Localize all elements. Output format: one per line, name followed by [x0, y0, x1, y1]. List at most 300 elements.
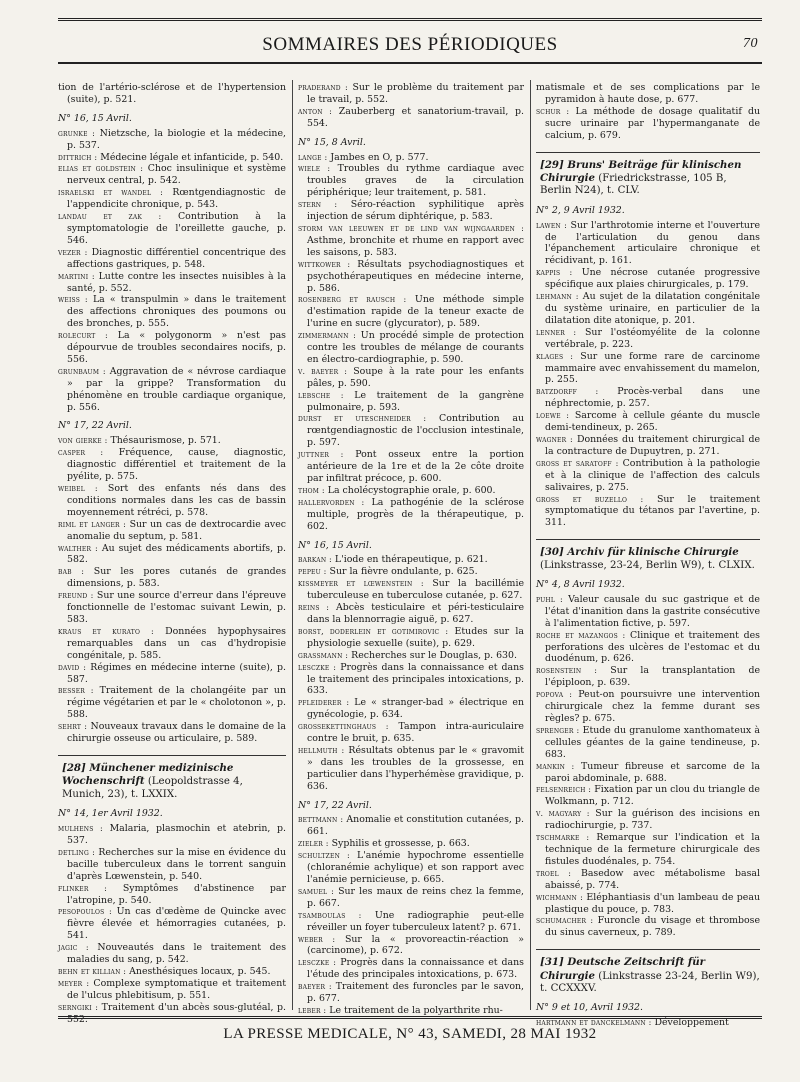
article-entry	[536, 808, 760, 832]
entry-text: Tampon intra-auriculaire contre le bruit, p. 635.	[307, 721, 524, 745]
entry-text: Sur le traitement symptomatique du tétanos par l'avertine, p. 311.	[545, 493, 760, 529]
entry-author: v. magyary :	[536, 809, 590, 819]
entry-author: schur :	[536, 106, 570, 116]
entry-text: Furoncle du visage et thrombose du sinus caverneux, p. 789.	[545, 915, 760, 939]
article-entry	[58, 906, 286, 942]
section-divider	[58, 755, 286, 756]
entry-text: Séro-réaction syphilitique après injection de sérum diphtérique, p. 583.	[307, 199, 524, 223]
entry-text: La méthode de dosage qualitatif du sucre urinaire par l'hypermanganate de calcium, p. 679.	[545, 105, 760, 141]
entry-text: Pont osseux entre la portion antérieure de la 1re et de la 2e côte droite par infiltrat précoce, p. 600.	[307, 449, 525, 484]
article-entry	[58, 662, 286, 686]
entry-author: batzdorff :	[536, 387, 599, 397]
entry-author: mankin :	[536, 761, 575, 771]
article-entry	[298, 82, 524, 106]
entry-text: Sur la fièvre ondulante, p. 625.	[329, 566, 478, 578]
article-entry	[298, 721, 524, 745]
entry-text: Procès-verbal dans une néphrectomie, p. 257.	[545, 386, 760, 410]
article-entry	[536, 434, 760, 458]
entry-author: zimmermann :	[298, 331, 357, 341]
article-entry	[298, 366, 524, 390]
entry-text: Sur l'arthrotomie interne et l'ouverture de l'articulation du genou dans l'épanchement articulaire chronique et récidivant, p. 161.	[545, 219, 761, 267]
entry-author: zieler :	[298, 839, 329, 849]
entry-author: besser :	[58, 686, 94, 696]
article-entry	[58, 566, 286, 590]
entry-author: israelski et wandel :	[58, 188, 164, 198]
entry-author: gross et buzello :	[536, 494, 644, 504]
entry-text: Anomalie et constitution cutanées, p. 661.	[307, 814, 524, 838]
entry-author: gross et saratoff :	[536, 458, 619, 468]
article-entry	[536, 761, 760, 785]
entry-text: La cholécystographie orale, p. 600.	[327, 484, 496, 496]
entry-text: Nouveaux travaux dans le domaine de la chirurgie osseuse ou articulaire, p. 589.	[67, 721, 287, 745]
entry-author: kissmeyer et lœwenstein :	[298, 579, 424, 589]
article-entry	[58, 366, 286, 414]
journal-title: [29] Bruns' Beiträge für klinischen Chirurgie	[540, 158, 742, 184]
article-entry	[298, 981, 524, 1005]
article-entry	[298, 413, 524, 449]
article-entry	[536, 351, 760, 387]
entry-text: Sur la guérison des incisions en radiochirurgie, p. 737.	[545, 808, 761, 832]
entry-author: loewe :	[536, 411, 570, 421]
entry-text: Anesthésiques locaux, p. 545.	[129, 965, 271, 977]
entry-author: kraus et kurato :	[58, 626, 154, 636]
entry-author: reins :	[298, 603, 330, 613]
entry-text: Résultats obtenus par le « gravomit » dans les troubles de la grossesse, en particulier dans l'hyperhémèse gravidique, p. 636.	[307, 744, 524, 792]
article-entry	[58, 128, 286, 152]
entry-text: Fixation par un clou du triangle de Wolkmann, p. 712.	[545, 784, 760, 808]
article-entry	[298, 626, 524, 650]
entry-author: weibel :	[58, 484, 98, 493]
article-entry	[58, 271, 286, 295]
entry-author: freund :	[58, 591, 94, 601]
page-title: SOMMAIRES DES PÉRIODIQUES	[262, 34, 558, 55]
entry-text: Thésaurismose, p. 571.	[110, 435, 221, 447]
entry-text: Clinique et traitement des perforations des ulcères de l'estomac et du duodénum, p. 626.	[545, 629, 760, 665]
entry-text: Tumeur fibreuse et sarcome de la paroi abdominale, p. 688.	[545, 760, 761, 784]
article-entry	[298, 957, 524, 981]
entry-author: landau et zak :	[58, 212, 162, 222]
entry-author: leber :	[298, 1005, 327, 1015]
article-entry	[298, 602, 524, 626]
entry-author: weber :	[298, 934, 336, 944]
section-divider	[536, 539, 760, 540]
entry-text: Traitement d'un abcès sous-glutéal, p. 552.	[67, 1001, 286, 1025]
article-entry	[298, 259, 524, 295]
top-rule	[58, 18, 762, 21]
article-entry	[298, 106, 524, 130]
entry-author: rolecurt :	[58, 331, 108, 341]
article-entry	[298, 578, 524, 602]
entry-author: mulhens :	[58, 824, 103, 834]
entry-text: Syphilis et grossesse, p. 663.	[331, 838, 470, 850]
entry-author: rosenstein :	[536, 666, 598, 676]
entry-author: lebsche :	[298, 390, 344, 400]
column-3	[536, 82, 760, 1029]
entry-author: lenner :	[536, 327, 577, 337]
article-entry	[58, 626, 286, 662]
page-number: 70	[743, 36, 758, 51]
entry-text: Sur un cas de dextrocardie avec anomalie du septum, p. 581.	[67, 518, 287, 542]
entry-author: meyer :	[58, 978, 90, 988]
entry-text: Complexe symptomatique et traitement de l'ulcus phlebitisum, p. 551.	[67, 977, 287, 1001]
entry-text: Le « stranger-bad » électrique en gynécologie, p. 634.	[307, 697, 524, 721]
entry-text: Le traitement de la gangrène pulmonaire, p. 593.	[307, 389, 524, 413]
entry-text: Au sujet de la dilatation congénitale du système urinaire, en particulier de la dilatation dite atonique, p. 201.	[545, 291, 760, 326]
article-entry	[298, 390, 524, 414]
article-entry	[536, 915, 760, 939]
entry-text: Recherches sur la mise en évidence du bacille tuberculeux dans le torrent sanguin d'après Lœwenstein, p. 540.	[67, 846, 286, 882]
entry-text: Diagnostic différentiel concentrique des affections gastriques, p. 548.	[67, 246, 286, 270]
header-rule	[58, 62, 762, 64]
section-divider	[536, 152, 760, 153]
entry-text: Symptômes d'abstinence par l'atropine, p. 540.	[67, 882, 287, 906]
article-entry	[58, 294, 286, 330]
entry-text: Peut-on poursuivre une intervention chirurgicale chez la femme durant ses règles? p. 675.	[545, 689, 761, 724]
entry-author: von gierke :	[58, 436, 108, 446]
article-entry	[536, 220, 760, 268]
article-entry	[298, 745, 524, 793]
entry-author: david :	[58, 662, 87, 672]
entry-author: wichmann :	[536, 892, 583, 902]
entry-author: wittkower :	[298, 259, 351, 269]
entry-author: serngiki :	[58, 1002, 99, 1012]
entry-text: Contribution au rœntgendiagnostic de l'occlusion intestinale, p. 597.	[307, 413, 524, 449]
article-entry	[298, 485, 524, 497]
entry-text: L'iode en thérapeutique, p. 621.	[334, 554, 488, 566]
entry-author: lesczke :	[298, 662, 337, 672]
article-entry	[536, 327, 760, 351]
article-entry	[298, 650, 524, 662]
entry-text: Troubles du rythme cardiaque avec troubles graves de la circulation périphérique; leur traitement, p. 581.	[307, 163, 524, 199]
article-entry	[58, 483, 286, 519]
article-entry	[536, 725, 760, 761]
entry-author: schultzen :	[298, 851, 350, 861]
article-entry	[298, 330, 524, 366]
entry-text: Eléphantiasis d'un lambeau de peau plastique du pouce, p. 783.	[545, 891, 760, 915]
journal-address: (Leopoldstrasse 4, Munich, 23), t. LXXIX.	[62, 776, 243, 800]
entry-text: La pathogénie de la sclérose multiple, progrès de la thérapeutique, p. 602.	[307, 496, 525, 532]
entry-author: hallervorden :	[298, 497, 365, 507]
entry-text: Développement	[654, 1017, 729, 1029]
article-entry	[298, 223, 524, 259]
entry-text: Sur une source d'erreur dans l'épreuve fonctionnelle de l'estomac suivant Lewin, p. 583.	[67, 590, 287, 625]
page-header	[58, 34, 762, 62]
entry-author: vezer :	[58, 247, 88, 257]
entry-author: hartmann et danckelmann :	[536, 1018, 652, 1028]
article-entry	[58, 247, 286, 271]
entry-author: kappis :	[536, 268, 573, 278]
article-entry	[536, 291, 760, 327]
entry-text: Rœntgendiagnostic de l'appendicite chronique, p. 543.	[67, 187, 286, 211]
issue-heading: N° 15, 8 Avril.	[298, 136, 366, 148]
entry-author: tschmarke :	[536, 833, 590, 843]
issue-heading: N° 17, 22 Avril.	[298, 799, 372, 811]
article-entry	[536, 410, 760, 434]
entry-author: roche et mazangos :	[536, 630, 626, 640]
entry-text: Données du traitement chirurgical de la contracture de Dupuytren, p. 271.	[545, 433, 761, 457]
entry-text: Sur une forme rare de carcinome mammaire avec envahissement du mamelon, p. 255.	[545, 350, 761, 386]
entry-author: hellmuth :	[298, 745, 345, 755]
entry-text: Basedow avec métabolisme basal abaissé, p. 774.	[545, 867, 760, 891]
article-entry	[58, 211, 286, 247]
article-entry	[536, 868, 760, 892]
entry-text: Au sujet des médicaments abortifs, p. 582.	[67, 542, 286, 566]
entry-author: martini :	[58, 271, 95, 281]
article-entry	[58, 883, 286, 907]
entry-author: schumacher :	[536, 916, 594, 926]
article-entry	[298, 910, 524, 934]
entry-text: Données hypophysaires remarquables dans un cas d'hydropisie congénitale, p. 585.	[67, 625, 286, 661]
entry-text: Asthme, bronchite et rhume en rapport avec les saisons, p. 583.	[307, 234, 524, 258]
entry-author: sprenger :	[536, 725, 580, 735]
journal-address: (Linkstrasse 23-24, Berlin W9), t. CCXXXV.	[540, 970, 760, 995]
article-entry	[298, 566, 524, 578]
article-entry	[298, 886, 524, 910]
column-divider	[530, 80, 531, 1010]
journal-heading	[536, 546, 760, 572]
entry-author: klages :	[536, 351, 574, 361]
entry-text: Jambes en O, p. 577.	[330, 151, 429, 163]
entry-text: Lutte contre les insectes nuisibles à la santé, p. 552.	[67, 270, 287, 294]
article-entry	[58, 163, 286, 187]
issue-heading: N° 4, 8 Avril 1932.	[536, 579, 625, 591]
column-divider	[292, 80, 293, 1010]
entry-text: Sur les pores cutanés de grandes dimensions, p. 583.	[67, 566, 287, 590]
issue-heading: N° 17, 22 Avril.	[58, 420, 132, 432]
entry-author: riml et langer :	[58, 519, 126, 529]
entry-text: Sur les maux de reins chez la femme, p. 667.	[307, 885, 524, 909]
entry-author: grunke :	[58, 128, 95, 138]
article-entry	[298, 662, 524, 698]
article-entry	[298, 554, 524, 566]
column-2	[298, 82, 524, 1017]
article-entry	[298, 497, 524, 533]
article-entry	[58, 1002, 286, 1026]
entry-text: Une nécrose cutanée progressive spécifique aux plaies chirurgicales, p. 179.	[545, 267, 760, 291]
entry-author: bettmann :	[298, 815, 344, 825]
article-entry	[536, 665, 760, 689]
entry-author: storm van leeuwen et de lind van wijngaarden :	[298, 223, 524, 233]
article-entry	[298, 294, 524, 330]
entry-text: Résultats psychodiagnostiques et psychothérapeutiques en médecine interne, p. 586.	[307, 258, 524, 294]
entry-author: sehrt :	[58, 722, 88, 732]
entry-text: Sarcome à cellule géante du muscle demi-tendineux, p. 265.	[545, 410, 761, 434]
article-entry	[536, 784, 760, 808]
entry-author: popova :	[536, 690, 573, 700]
entry-text: Fréquence, cause, diagnostic, diagnostic différentiel et traitement de la pyélite, p. 575.	[67, 447, 286, 483]
article-entry	[536, 82, 760, 106]
issue-heading: N° 2, 9 Avril 1932.	[536, 204, 625, 216]
entry-text: Progrès dans la connaissance et dans le traitement des principales intoxications, p. 633.	[307, 661, 524, 697]
article-entry	[298, 152, 524, 164]
entry-text: L'anémie hypochrome essentielle (chloranémie achylique) et son rapport avec l'anémie pernicieuse, p. 665.	[307, 850, 524, 885]
entry-text: Un cas d'œdème de Quincke avec fièvre élevée et hémorragies cutanées, p. 541.	[67, 906, 286, 942]
article-entry	[58, 543, 286, 567]
entry-author: tsamboulas :	[298, 910, 362, 920]
page-footer: LA PRESSE MEDICALE, N° 43, SAMEDI, 28 MAI 1932	[223, 1026, 597, 1042]
article-entry	[536, 494, 760, 530]
entry-author: grassmann :	[298, 650, 349, 660]
article-entry	[536, 386, 760, 410]
entry-author: barkan :	[298, 555, 332, 565]
article-entry	[536, 594, 760, 630]
issue-heading: N° 9 et 10, Avril 1932.	[536, 1002, 643, 1014]
entry-author: wagner :	[536, 434, 573, 444]
article-entry	[536, 832, 760, 868]
article-entry	[58, 187, 286, 211]
entry-author: durst et uteschneider :	[298, 414, 427, 424]
entry-text: Contribution à la pathologie et à la clinique de l'affection des calculs salivaires, p. 275.	[545, 457, 760, 493]
entry-text: Un procédé simple de protection contre les troubles de mélange de courants en électro-cardiographie, p. 590.	[307, 330, 524, 365]
issue-heading: N° 16, 15 Avril.	[298, 539, 372, 551]
entry-text: Valeur causale du suc gastrique et de l'état d'inanition dans la gastrite consécutive à l'alimentation fictive, p. 597.	[545, 593, 760, 629]
entry-text: Aggravation de « névrose cardiaque » par la grippe? Transformation du phénomène en trouble cardiaque organique, p. 556.	[67, 365, 286, 413]
article-entry	[298, 163, 524, 199]
entry-text: Contribution à la symptomatologie de l'oreillette gauche, p. 546.	[67, 211, 286, 246]
entry-author: behn et killian :	[58, 966, 127, 976]
entry-text: Régimes en médecine interne (suite), p. 587.	[67, 661, 286, 685]
article-entry	[58, 966, 286, 978]
entry-text: Sur l'ostéomyélite de la colonne vertébrale, p. 223.	[545, 326, 760, 350]
entry-author: pesopoulos :	[58, 907, 112, 917]
journal-heading	[536, 956, 760, 995]
entry-author: jagic :	[58, 943, 89, 953]
entry-text: Traitement des furoncles par le savon, p. 677.	[307, 981, 524, 1005]
entry-text: Soupe à la rate pour les enfants pâles, p. 590.	[307, 365, 524, 389]
article-entry	[298, 199, 524, 223]
entry-text: Progrès dans la connaissance et dans l'étude des principales intoxications, p. 673.	[307, 957, 524, 981]
journal-title: [31] Deutsche Zeitschrift für Chirurgie	[540, 956, 706, 982]
entry-author: praderand :	[298, 83, 348, 92]
article-entry	[536, 892, 760, 916]
entry-text: Remarque sur l'indication et la technique de la fermeture chirurgicale des fistules duodénales, p. 754.	[545, 832, 760, 867]
article-entry	[58, 82, 286, 106]
column-1	[58, 82, 286, 1025]
entry-text: Zauberberg et sanatorium-travail, p. 554.	[307, 105, 524, 129]
entry-author: stern :	[298, 200, 338, 210]
article-entry	[58, 847, 286, 883]
entry-text: Traitement de la cholangéite par un régime végétarien et par le « cholotonon », p. 588.	[67, 685, 286, 721]
entry-text: tion de l'artério-sclérose et de l'hypertension (suite), p. 521.	[58, 82, 286, 105]
article-entry	[58, 978, 286, 1002]
entry-text: Une radiographie peut-elle réveiller un foyer tuberculeux latent? p. 671.	[307, 909, 525, 933]
bottom-rule	[58, 1016, 762, 1019]
entry-author: lange :	[298, 152, 328, 162]
entry-author: bab :	[58, 567, 85, 577]
entry-text: Etudes sur la physiologie sexuelle (suite), p. 629.	[307, 625, 525, 649]
article-entry	[298, 838, 524, 850]
entry-text: Recherches sur le Douglas, p. 630.	[351, 649, 517, 661]
entry-text: Sur la « provoreactin-réaction » (carcinome), p. 672.	[307, 933, 524, 957]
article-entry	[58, 942, 286, 966]
article-entry	[58, 590, 286, 626]
entry-author: troel :	[536, 868, 572, 878]
article-entry	[58, 823, 286, 847]
entry-text: Sur la bacillémie tuberculeuse en tuberculose cutanée, p. 627.	[307, 578, 524, 602]
entry-text: Choc insulinique et système nerveux central, p. 542.	[67, 163, 286, 187]
article-entry	[58, 435, 286, 447]
entry-author: pepeu :	[298, 567, 327, 577]
article-entry	[536, 630, 760, 666]
issue-heading: N° 14, 1er Avril 1932.	[58, 808, 163, 820]
entry-author: baeyer :	[298, 982, 332, 992]
entry-author: grunbaum :	[58, 366, 106, 376]
journal-heading	[58, 762, 286, 801]
entry-author: walther :	[58, 543, 98, 553]
entry-author: flinker :	[58, 883, 108, 893]
article-entry	[58, 152, 286, 164]
entry-text: Sur la transplantation de l'épiploon, p. 639.	[545, 665, 760, 689]
entry-text: matismale et de ses complications par le pyramidon à haute dose, p. 677.	[536, 82, 760, 105]
entry-author: pfleiderer :	[298, 698, 350, 708]
article-entry	[58, 330, 286, 366]
article-entry	[298, 850, 524, 886]
entry-author: detling :	[58, 847, 95, 857]
section-divider	[536, 949, 760, 950]
entry-author: dittrich :	[58, 152, 98, 162]
article-entry	[298, 697, 524, 721]
entry-author: wiele :	[298, 164, 331, 174]
article-entry	[298, 934, 524, 958]
journal-address: (Linkstrasse, 23-24, Berlin W9), t. CLXIX.	[540, 559, 755, 571]
article-entry	[298, 814, 524, 838]
entry-text: Nietzsche, la biologie et la médecine, p. 537.	[67, 127, 286, 151]
entry-author: samuel :	[298, 886, 334, 896]
article-entry	[58, 519, 286, 543]
article-entry	[536, 106, 760, 142]
entry-author: lawen :	[536, 220, 568, 230]
entry-text: Etude du granulome xanthomateux à cellules géantes de la gaine tendineuse, p. 683.	[545, 724, 760, 760]
article-entry	[536, 267, 760, 291]
article-entry	[298, 449, 524, 485]
entry-text: La « polygonorm » n'est pas dépourvue de troubles secondaires nocifs, p. 556.	[67, 330, 286, 365]
entry-author: felsenreich :	[536, 785, 592, 795]
article-entry	[536, 458, 760, 494]
entry-author: borst, doderlein et gotimirovic :	[298, 626, 449, 636]
entry-author: v. baeyer :	[298, 366, 348, 376]
entry-text: Abcès testiculaire et péri-testiculaire dans la blennorragie aiguë, p. 627.	[307, 602, 524, 625]
issue-heading: N° 16, 15 Avril.	[58, 112, 132, 124]
entry-text: Sort des enfants nés dans des conditions normales dans les cas de bassin moyennement rétréci, p. 578.	[67, 483, 286, 518]
entry-author: juttner :	[298, 450, 344, 460]
entry-author: puhl :	[536, 594, 563, 604]
entry-text: Le traitement de la polyarthrite rhu-	[329, 1004, 503, 1016]
article-entry	[536, 689, 760, 725]
journal-title: [28] Münchener medizinische Wochenschrift	[62, 761, 234, 788]
entry-author: grossekettinghaus :	[298, 722, 389, 732]
journal-title: [30] Archiv für klinische Chirurgie	[540, 546, 739, 559]
journal-heading	[536, 159, 760, 198]
entry-text: Une méthode simple d'estimation rapide de la teneur exacte de l'urine en sucre (glycurator), p. 589.	[307, 294, 525, 330]
article-entry	[58, 685, 286, 721]
journal-address: (Friedrickstrasse, 105 B, Berlin N24), t. CLV.	[540, 172, 727, 197]
article-entry	[58, 447, 286, 483]
entry-text: Nouveautés dans le traitement des maladies du sang, p. 542.	[67, 942, 286, 966]
entry-author: weiss :	[58, 295, 88, 305]
entry-author: lehmann :	[536, 292, 579, 302]
entry-author: lesczke :	[298, 958, 337, 968]
entry-text: Médecine légale et infanticide, p. 540.	[100, 151, 284, 163]
entry-text: Sur le problème du traitement par le travail, p. 552.	[307, 82, 524, 105]
entry-author: casper :	[58, 448, 104, 458]
entry-author: anton :	[298, 106, 333, 116]
entry-author: thom :	[298, 485, 325, 495]
entry-text: La « transpulmin » dans le traitement des affections chroniques des poumons ou des bronches, p. 555.	[67, 294, 287, 330]
article-entry	[58, 721, 286, 745]
entry-author: rosenberg et rausch :	[298, 295, 407, 305]
entry-text: Malaria, plasmochin et atebrin, p. 537.	[67, 823, 286, 846]
entry-author: elias et goldstein :	[58, 164, 144, 174]
